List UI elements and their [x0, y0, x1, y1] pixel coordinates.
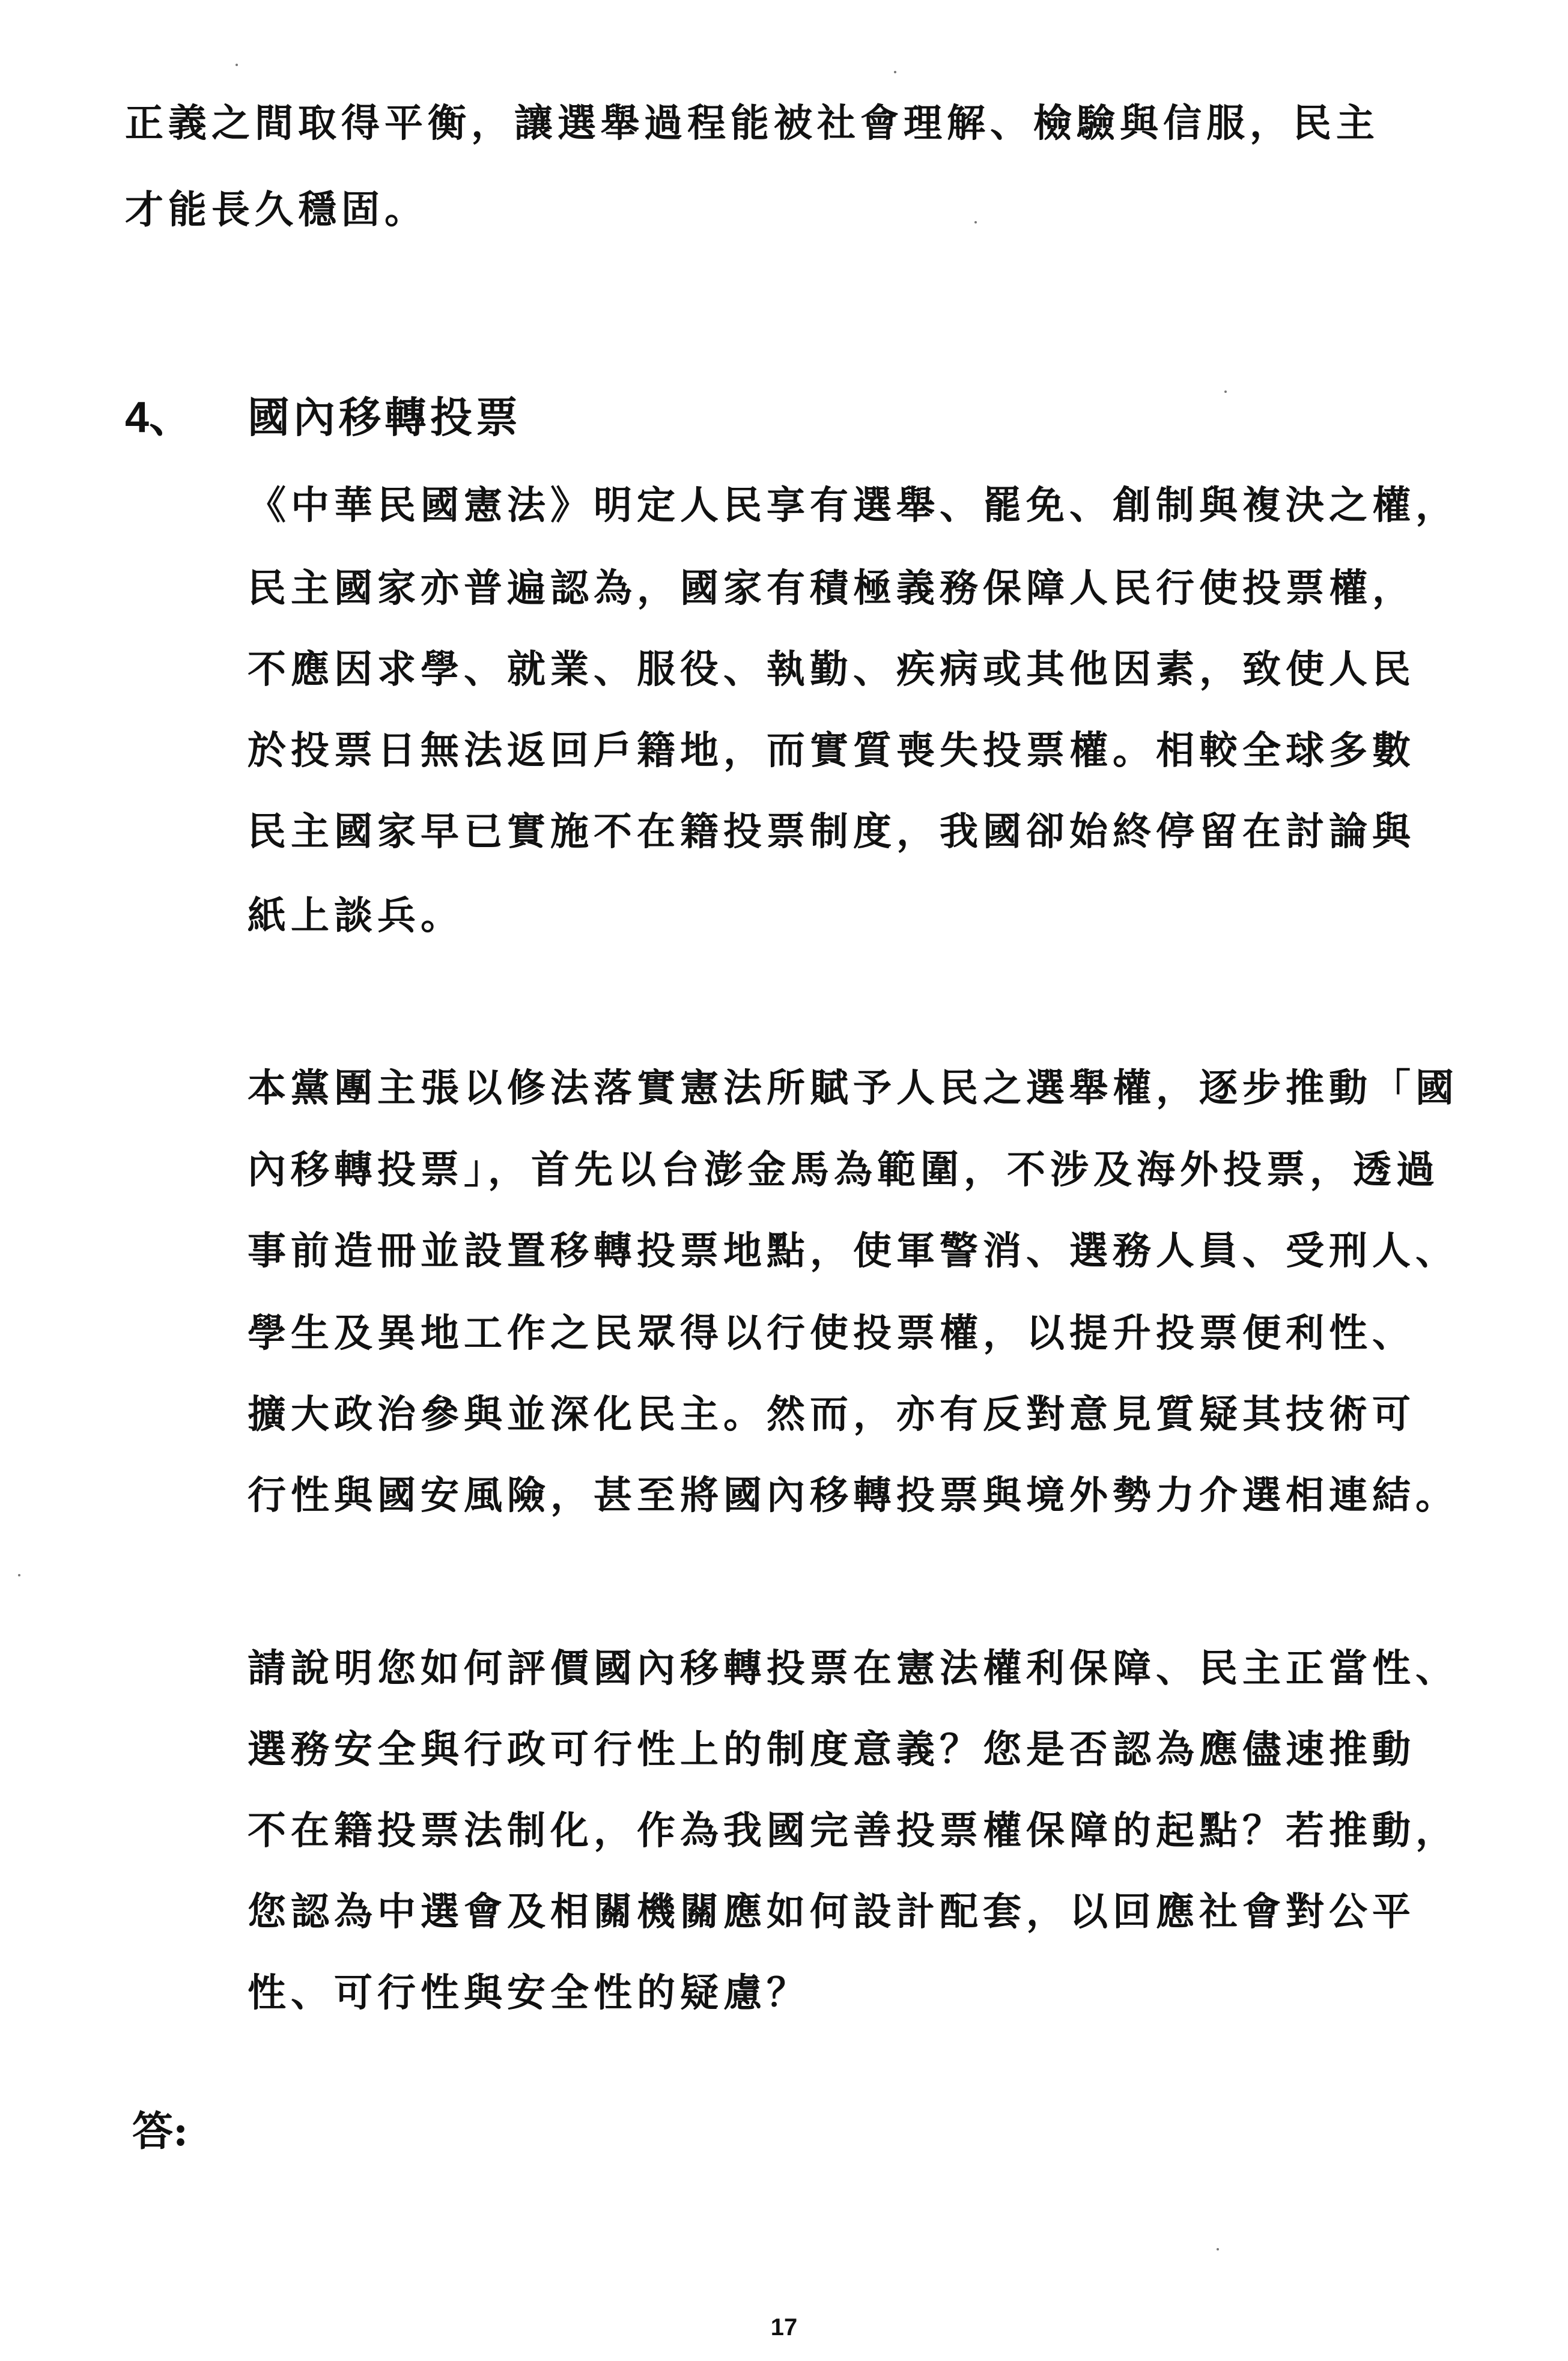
scan-speck [1217, 2248, 1219, 2250]
scan-speck [894, 71, 896, 73]
scan-speck [236, 64, 238, 66]
paragraph2-line: 學生及異地工作之民眾得以行使投票權，以提升投票便利性、 [248, 1311, 1415, 1356]
paragraph2-line: 行性與國安風險，甚至將國內移轉投票與境外勢力介選相連結。 [248, 1473, 1459, 1518]
section-title: 國內移轉投票 [248, 392, 521, 442]
paragraph3-line: 您認為中選會及相關機關應如何設計配套，以回應社會對公平 [248, 1889, 1415, 1934]
paragraph2-line: 本黨團主張以修法落實憲法所賦予人民之選舉權，逐步推動「國 [248, 1066, 1459, 1111]
intro-line: 才能長久穩固。 [125, 187, 428, 232]
page-number: 17 [770, 2314, 798, 2341]
paragraph2-line: 事前造冊並設置移轉投票地點，使軍警消、選務人員、受刑人、 [248, 1229, 1459, 1274]
paragraph3-line: 選務安全與行政可行性上的制度意義？您是否認為應儘速推動 [248, 1727, 1415, 1772]
scan-speck [974, 221, 977, 223]
paragraph1-line: 民主國家亦普遍認為，國家有積極義務保障人民行使投票權， [248, 566, 1415, 611]
answer-label: 答: [132, 2107, 189, 2156]
paragraph2-line: 內移轉投票」，首先以台澎金馬為範圍，不涉及海外投票，透過 [248, 1147, 1439, 1193]
paragraph1-line: 紙上談兵。 [248, 893, 464, 938]
paragraph1-line: 民主國家早已實施不在籍投票制度，我國卻始終停留在討論與 [248, 809, 1415, 854]
paragraph1-line: 《中華民國憲法》明定人民享有選舉、罷免、創制與複決之權， [248, 483, 1459, 528]
scan-speck [1224, 390, 1227, 393]
paragraph2-line: 擴大政治參與並深化民主。然而，亦有反對意見質疑其技術可 [248, 1392, 1415, 1437]
section-number: 4、 [125, 394, 193, 442]
intro-line: 正義之間取得平衡，讓選舉過程能被社會理解、檢驗與信服，民主 [125, 101, 1379, 146]
paragraph1-line: 不應因求學、就業、服役、執勤、疾病或其他因素，致使人民 [248, 647, 1415, 692]
paragraph1-line: 於投票日無法返回戶籍地，而實質喪失投票權。相較全球多數 [248, 728, 1415, 773]
scan-speck [18, 1574, 20, 1576]
paragraph3-line: 性、可行性與安全性的疑慮？ [248, 1971, 810, 2016]
paragraph3-line: 請說明您如何評價國內移轉投票在憲法權利保障、民主正當性、 [248, 1646, 1459, 1691]
paragraph3-line: 不在籍投票法制化，作為我國完善投票權保障的起點？若推動， [248, 1808, 1459, 1853]
